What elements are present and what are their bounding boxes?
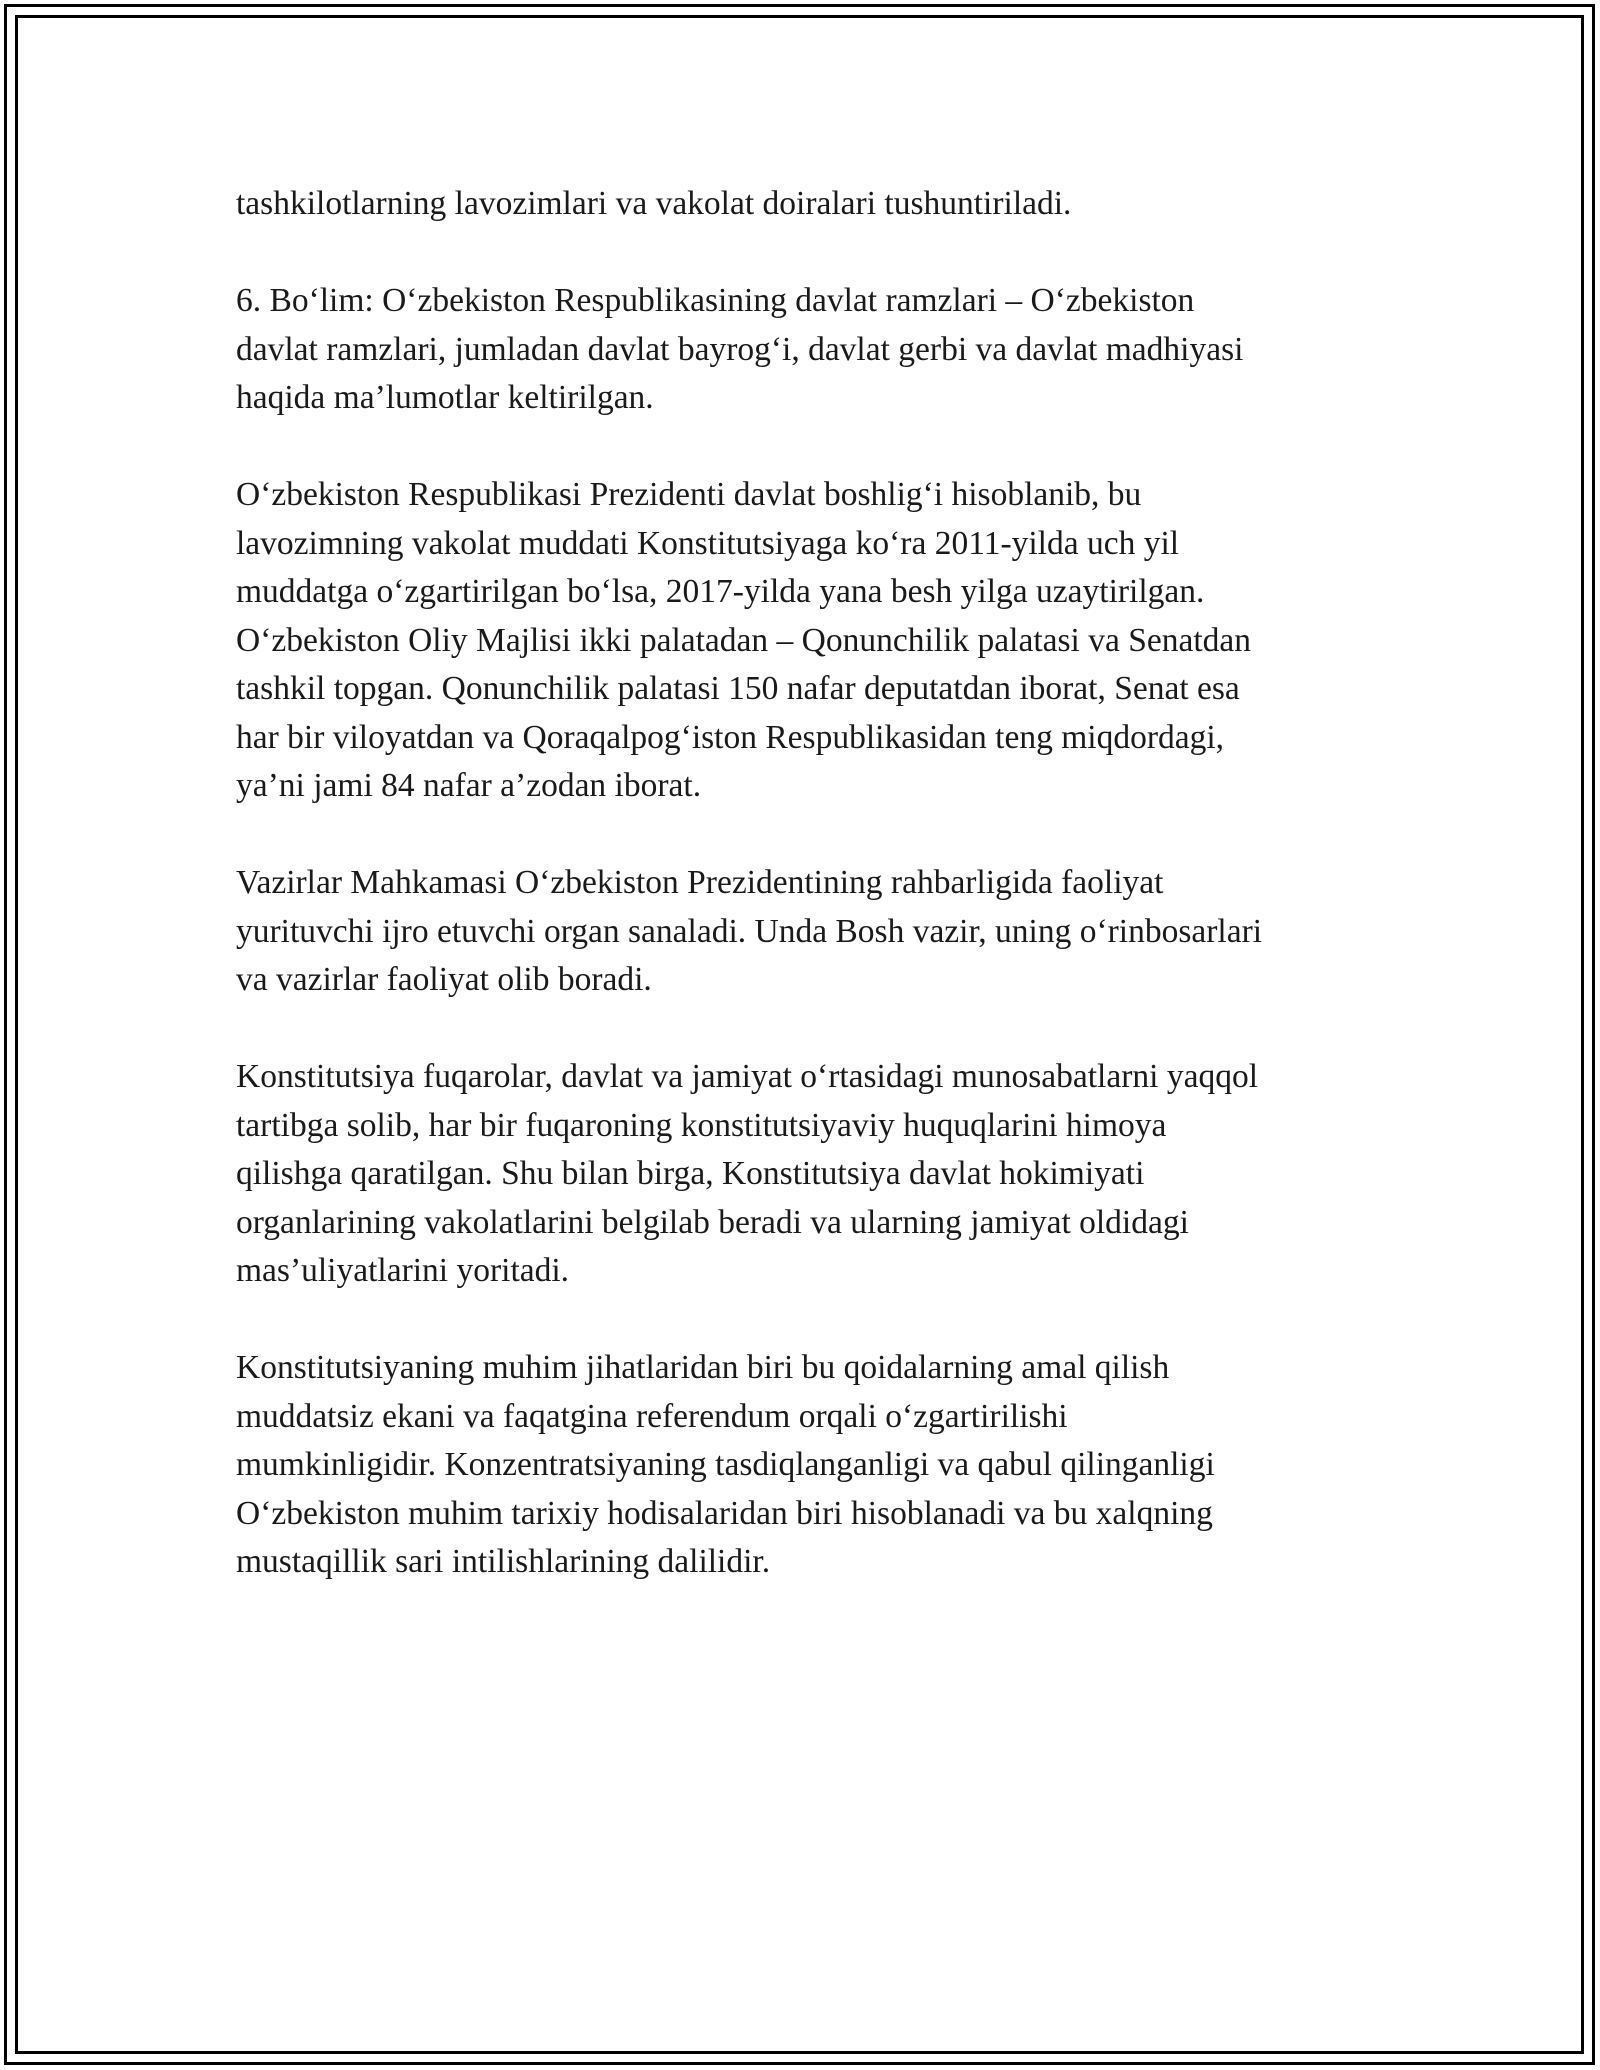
document-body [236, 180, 1381, 1635]
paragraph-constitution-importance: Konstitutsiyaning muhim jihatlaridan biri bu qoidalarning amal qilish muddatsiz ekani va faqatgina referendum orqali o‘zgartirilishi mumkinligidir. Konzentratsiyaning tasdiqlanganligi va qabul qilinganligi O‘zbekiston muhim tarixiy hodisalaridan biri hisoblanadi va bu xalqning mustaqillik sari intilishlarining dalilidir. [236, 1349, 1215, 1580]
paragraph-cabinet-of-ministers: Vazirlar Mahkamasi O‘zbekiston Prezidentining rahbarligida faoliyat yurituvchi ijro etuvchi organ sanaladi. Unda Bosh vazir, uning o‘rinbosarlari va vazirlar faoliyat olib boradi. [236, 864, 1263, 998]
paragraph-president-and-parliament: O‘zbekiston Respublikasi Prezidenti davlat boshlig‘i hisoblanib, bu lavozimning vakolat muddati Konstitutsiyaga ko‘ra 2011-yilda uch yil muddatga o‘zgartirilgan bo‘lsa, 2017-yilda yana besh yilga uzaytirilgan. O‘zbekiston Oliy Majlisi ikki palatadan – Qonunchilik palatasi va Senatdan tashkil topgan. Qonunchilik palatasi 150 nafar deputatdan iborat, Senat esa har bir viloyatdan va Qoraqalpog‘iston Respublikasidan teng miqdordagi, ya’ni jami 84 nafar a’zodan iborat. [236, 476, 1252, 804]
paragraph-constitution-role: Konstitutsiya fuqarolar, davlat va jamiyat o‘rtasidagi munosabatlarni yaqqol tartibga solib, har bir fuqaroning konstitutsiyaviy huquqlarini himoya qilishga qaratilgan. Shu bilan birga, Konstitutsiya davlat hokimiyati organlarining vakolatlarini belgilab beradi va ularning jamiyat oldidagi mas’uliyatlarini yoritadi. [236, 1058, 1258, 1289]
paragraph-continuation: tashkilotlarning lavozimlari va vakolat doiralari tushuntiriladi. [236, 185, 1072, 222]
paragraph-section-6-state-symbols: 6. Bo‘lim: O‘zbekiston Respublikasining davlat ramzlari – O‘zbekiston davlat ramzlari, jumladan davlat bayrog‘i, davlat gerbi va davlat madhiyasi haqida ma’lumotlar keltirilgan. [236, 282, 1244, 416]
